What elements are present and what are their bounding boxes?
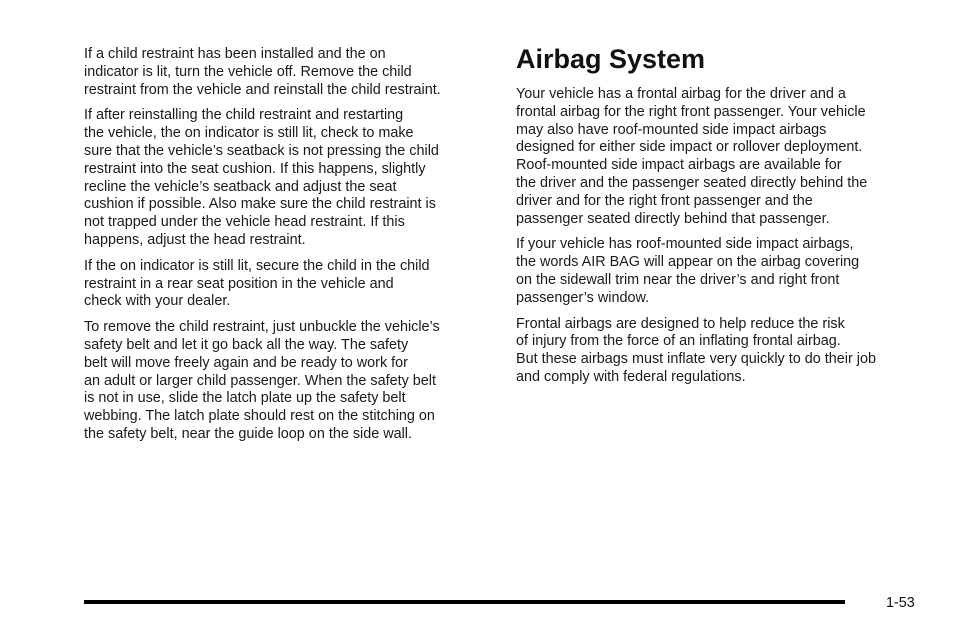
paragraph-side-impact-airbags: If your vehicle has roof-mounted side impact airbags, the words AIR BAG will appear on the airbag covering on the sidewall trim near the driver’s and right front passenger’s window. — [516, 236, 860, 306]
footer-divider — [84, 600, 845, 604]
page-number: 1-53 — [886, 595, 915, 611]
paragraph-remove-child-restraint: To remove the child restraint, just unbuckle the vehicle’s safety belt and let it go back all the way. The safety belt will move freely again and be ready to work for an adult or larger child passenger. When the safety belt is not in use, slide the latch plate up the safety belt webbing. The latch plate should rest on the stitching on the safety belt, near the guide loop on the side wall. — [84, 319, 440, 442]
paragraph-reinstall-check: If after reinstalling the child restraint and restarting the vehicle, the on indicator is still lit, check to make sure that the vehicle’s seatback is not pressing the child restraint into the seat cushion. If this happens, slightly recline the vehicle’s seatback and adjust the seat cushion if possible. Also make sure the child restraint is not trapped under the vehicle head restraint. If this happens, adjust the head restraint. — [84, 107, 439, 248]
paragraph-frontal-airbags: Frontal airbags are designed to help reduce the risk of injury from the force of an inflating frontal airbag. But these airbags must inflate very quickly to do their job and comply with federal regulations. — [516, 315, 876, 385]
right-column — [516, 86, 928, 395]
section-heading: Airbag System — [516, 44, 706, 74]
paragraph-indicator-still-lit: If the on indicator is still lit, secure the child in the child restraint in a rear seat position in the vehicle and check with your dealer. — [84, 257, 430, 310]
paragraph-airbag-overview: Your vehicle has a frontal airbag for the driver and a frontal airbag for the right front passenger. Your vehicle may also have roof-mounted side impact airbags designed for either side impact or rollover deployment. Roof-mounted side impact airbags are available for the driver and the passenger seated directly behind the driver and for the right front passenger and the passenger seated directly behind that passenger. — [516, 86, 868, 227]
paragraph-child-restraint-indicator: If a child restraint has been installed and the on indicator is lit, turn the vehicle off. Remove the child restraint from the vehicle and reinstall the child restraint. — [84, 46, 441, 98]
left-column — [84, 46, 490, 452]
